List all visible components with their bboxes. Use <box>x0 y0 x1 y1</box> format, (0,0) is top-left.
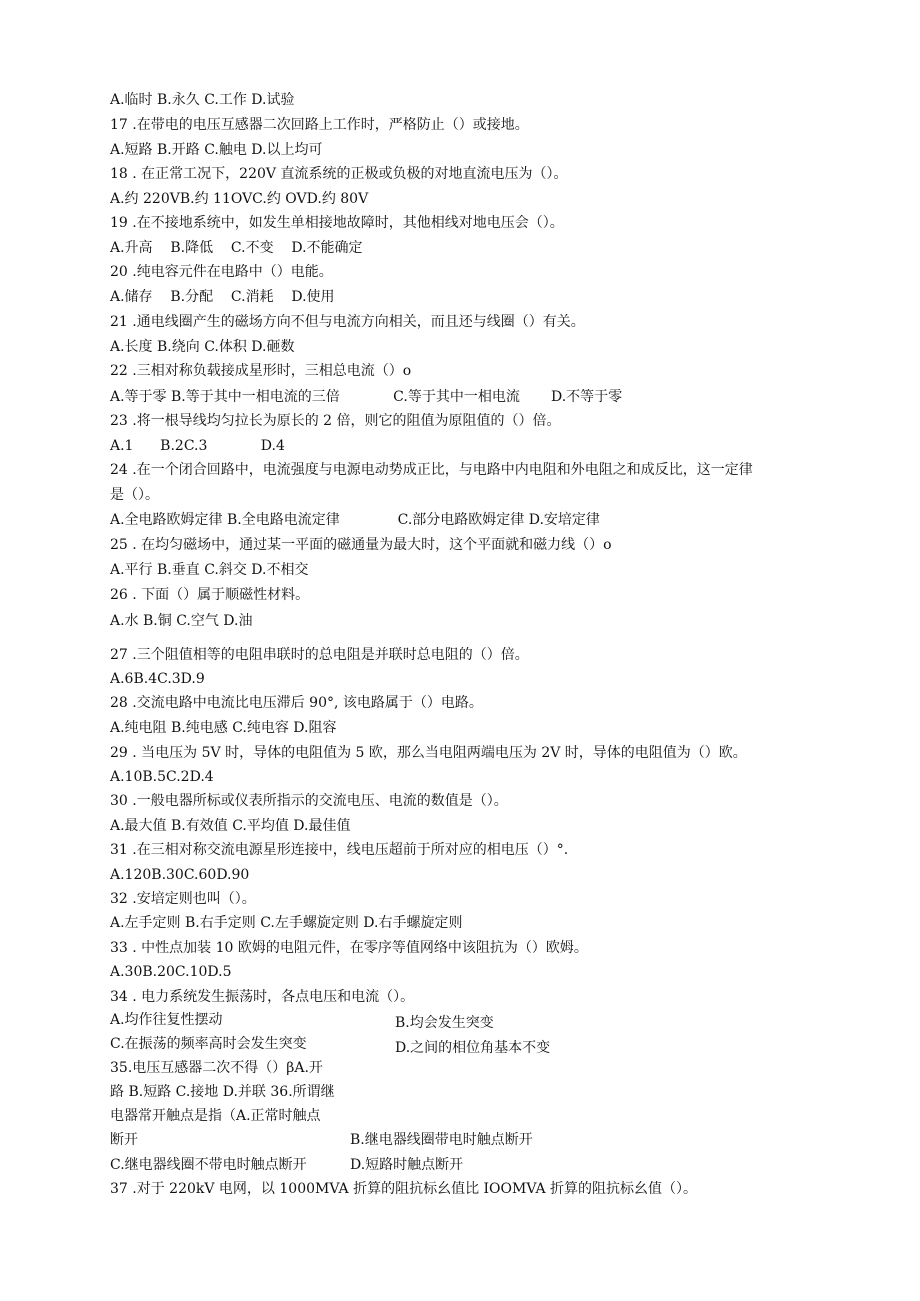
text-line: A.左手定则 B.右手定则 C.左手螺旋定则 D.右手螺旋定则 <box>110 915 463 931</box>
text-line: C.继电器线圈不带电时触点断开 <box>110 1157 307 1173</box>
text-line: 20 .纯电容元件在电路中（）电能。 <box>110 264 333 280</box>
text-line: A.临时 B.永久 C.工作 D.试验 <box>110 92 295 108</box>
text-line: 电器常开触点是指（A.正常时触点 <box>110 1108 321 1124</box>
text-line: 26 . 下面（）属于顺磁性材料。 <box>110 587 310 603</box>
text-line: 路 B.短路 C.接地 D.并联 36.所谓继 <box>110 1084 335 1100</box>
text-line: A.升高 B.降低 C.不变 D.不能确定 <box>110 240 363 256</box>
text-line: 29 . 当电压为 5V 时，导体的电阻值为 5 欧，那么当电阻两端电压为 2V 时，导体的电阻值为（）欧。 <box>110 745 747 761</box>
text-line: 37 .对于 220kV 电网，以 1000MVA 折算的阻抗标幺值比 IOOMVA 折算的阻抗标幺值（）。 <box>110 1181 698 1197</box>
text-line: 30 .一般电器所标或仪表所指示的交流电压、电流的数值是（）。 <box>110 793 508 809</box>
text-line: 25 . 在均匀磁场中，通过某一平面的磁通量为最大时，这个平面就和磁力线（）o <box>110 537 612 553</box>
text-line: A.均作往复性摆动 <box>110 1012 223 1028</box>
text-line: A.1 B.2C.3 D.4 <box>110 438 285 454</box>
text-line: A.纯电阻 B.纯电感 C.纯电容 D.阻容 <box>110 720 337 736</box>
text-line: 32 .安培定则也叫（）。 <box>110 891 256 907</box>
text-line: A.短路 B.开路 C.触电 D.以上均可 <box>110 142 323 158</box>
text-line: B.继电器线圈带电时触点断开 <box>350 1132 533 1148</box>
text-line: 35.电压互感器二次不得（）βA.开 <box>110 1060 323 1076</box>
text-line: 19 .在不接地系统中，如发生单相接地故障时，其他相线对地电压会（）。 <box>110 215 564 231</box>
text-line: A.120B.30C.60D.90 <box>110 867 250 883</box>
text-line: A.全电路欧姆定律 B.全电路电流定律 C.部分电路欧姆定律 D.安培定律 <box>110 512 600 528</box>
text-line: 34 . 电力系统发生振荡时，各点电压和电流（）。 <box>110 989 415 1005</box>
text-line: A.长度 B.绕向 C.体积 D.砸数 <box>110 339 295 355</box>
text-line: 18 . 在正常工况下，220V 直流系统的正极或负极的对地直流电压为（）。 <box>110 166 568 182</box>
text-line: D.短路时触点断开 <box>350 1157 464 1173</box>
text-line: A.平行 B.垂直 C.斜交 D.不相交 <box>110 562 309 578</box>
text-line: 是（）。 <box>110 487 159 503</box>
text-line: 断开 <box>110 1132 138 1148</box>
text-line: 33 . 中性点加装 10 欧姆的电阻元件，在零序等值网络中该阻抗为（）欧姆。 <box>110 940 588 956</box>
text-line: 21 .通电线圈产生的磁场方向不但与电流方向相关，而且还与线圈（）有关。 <box>110 314 585 330</box>
text-line: A.约 220VB.约 11OVC.约 OVD.约 80V <box>110 191 369 207</box>
text-line: C.在振荡的频率高时会发生突变 <box>110 1036 307 1052</box>
text-line: 28 .交流电路中电流比电压滞后 90°, 该电路属于（）电路。 <box>110 695 483 711</box>
text-line: A.最大值 B.有效值 C.平均值 D.最佳值 <box>110 818 351 834</box>
text-line: A.等于零 B.等于其中一相电流的三倍 C.等于其中一相电流 D.不等于零 <box>110 389 623 405</box>
text-line: A.6B.4C.3D.9 <box>110 671 205 687</box>
text-line: 22 .三相对称负载接成星形时，三相总电流（）o <box>110 363 412 379</box>
text-line: 23 .将一根导线均匀拉长为原长的 2 倍，则它的阻值为原阻值的（）倍。 <box>110 413 561 429</box>
text-line: A.水 B.铜 C.空气 D.油 <box>110 613 253 629</box>
text-line: B.均会发生突变 <box>395 1015 494 1031</box>
text-line: 24 .在一个闭合回路中，电流强度与电源电动势成正比，与电路中内电阻和外电阻之和成反比，这一定律 <box>110 462 753 478</box>
text-line: 17 .在带电的电压互感器二次回路上工作时，严格防止（）或接地。 <box>110 117 529 133</box>
text-line: A.储存 B.分配 C.消耗 D.使用 <box>110 289 335 305</box>
text-line: A.10B.5C.2D.4 <box>110 769 214 785</box>
text-line: A.30B.20C.10D.5 <box>110 964 232 980</box>
text-line: D.之间的相位角基本不变 <box>395 1040 551 1056</box>
text-line: 27 .三个阻值相等的电阻串联时的总电阻是并联时总电阻的（）倍。 <box>110 647 529 663</box>
text-line: 31 .在三相对称交流电源星形连接中，线电压超前于所对应的相电压（）°. <box>110 842 569 858</box>
